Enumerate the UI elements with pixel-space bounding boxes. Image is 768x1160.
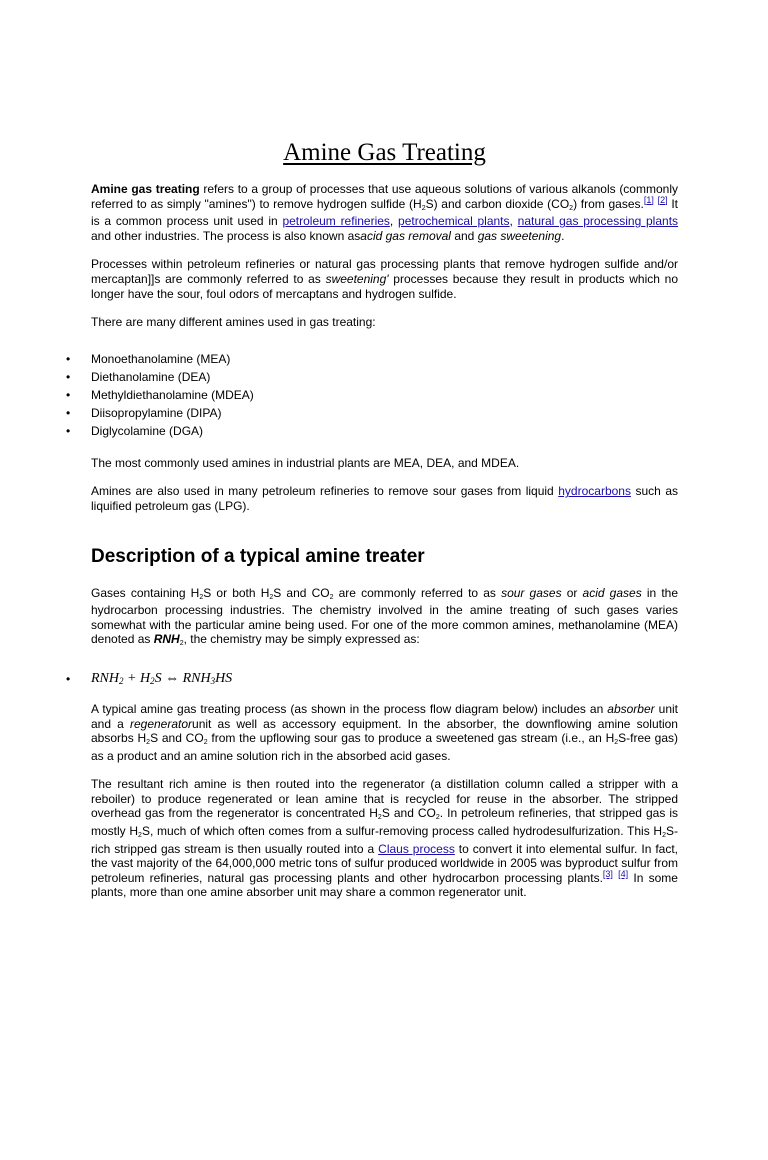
link-hydrocarbons[interactable]: hydrocarbons: [558, 484, 631, 499]
sweetening-paragraph: Processes within petroleum refineries or natural gas processing plants that remove hydrogen sulfide and/or mercaptan]]s are commonly referred to as sweetening' processes because they result in products which no longer have the sour, foul odors of mercaptans and hydrogen sulfide.: [91, 257, 678, 301]
regenerator-paragraph: The resultant rich amine is then routed into the regenerator (a distillation column called a stripper with a reboiler) to produce regenerated or lean amine that is recycled for reuse in the absorber. The stripped overhead gas from the regenerator is concentrated H2S and CO2. In petroleum refineries, that stripped gas is mostly H2S, much of which often comes from a sulfur-removing process called hydrodesulfurization. This H2S-rich stripped gas stream is then usually routed into a Claus process to convert it into elemental sulfur. In fact, the vast majority of the 64,000,000 metric tons of sulfur produced worldwide in 2005 was byproduct sulfur from petroleum refineries, natural gas processing plants and other hydrocarbon processing plants.[3] [4] In some plants, more than one amine absorber unit may share a common regenerator unit.: [91, 777, 679, 900]
reference-link-2[interactable]: [2]: [657, 194, 668, 205]
process-paragraph: A typical amine gas treating process (as shown in the process flow diagram below) includes an absorber unit and a regeneratorunit as well as accessory equipment. In the absorber, the downflowing amine solution absorbs H2S and CO2 from the upflowing sour gas to produce a sweetened gas stream (i.e., an H2S-free gas) as a product and an amine solution rich in the absorbed acid gases.: [91, 701, 678, 763]
link-petrochemical-plants[interactable]: petrochemical plants: [398, 214, 510, 229]
chemical-formula: • $RNH_2 + H_2S$ ⇔ $RNH_3HS$: [91, 670, 678, 688]
reference-link-1[interactable]: [1]: [643, 194, 654, 205]
list-item: • Monoethanolamine (MEA): [91, 350, 678, 368]
list-item: • Diethanolamine (DEA): [91, 368, 678, 386]
list-item: • Methyldiethanolamine (MDEA): [91, 386, 678, 404]
refinery-paragraph: Amines are also used in many petroleum refineries to remove sour gases from liquid hydrocarbons such as liquified petroleum gas (LPG).: [91, 484, 678, 513]
term-bold: Amine gas treating: [91, 182, 200, 196]
section-heading: Description of a typical amine treater: [91, 545, 425, 567]
link-claus-process[interactable]: Claus process: [378, 841, 455, 856]
amines-intro-paragraph: There are many different amines used in gas treating:: [91, 315, 376, 330]
document-page: [0, 136, 768, 1160]
sour-gases-paragraph: Gases containing H2S or both H2S and CO2 are commonly referred to as sour gases or acid gases in the hydrocarbon processing industries. The chemistry involved in the amine treating of such gases varies somewhat with the particular amine being used. For one of the more common amines, methanolamine (MEA) denoted as RNH2, the chemistry may be simply expressed as:: [91, 585, 679, 648]
link-petroleum-refineries[interactable]: petroleum refineries: [282, 214, 390, 229]
intro-paragraph: Amine gas treating refers to a group of processes that use aqueous solutions of various alkanols (commonly referred to as simply "amines") to remove hydrogen sulfide (H2S) and carbon dioxide (CO2) from gases.[1] [2] It is a common process unit used in petroleum refineries, petrochemical plants, natural gas processing plants and other industries. The process is also known asacid gas removal and gas sweetening.: [91, 182, 679, 243]
reference-link-3[interactable]: [3]: [602, 868, 613, 879]
page-title: Amine Gas Treating: [283, 139, 486, 166]
reference-link-4[interactable]: [4]: [618, 868, 629, 879]
link-natural-gas-processing-plants[interactable]: natural gas processing plants: [517, 214, 679, 229]
common-amines-paragraph: The most commonly used amines in industrial plants are MEA, DEA, and MDEA.: [91, 455, 520, 470]
formula-list: [91, 670, 678, 688]
list-item: • Diglycolamine (DGA): [91, 422, 678, 440]
amines-list: [91, 350, 678, 440]
list-item: • Diisopropylamine (DIPA): [91, 404, 678, 422]
